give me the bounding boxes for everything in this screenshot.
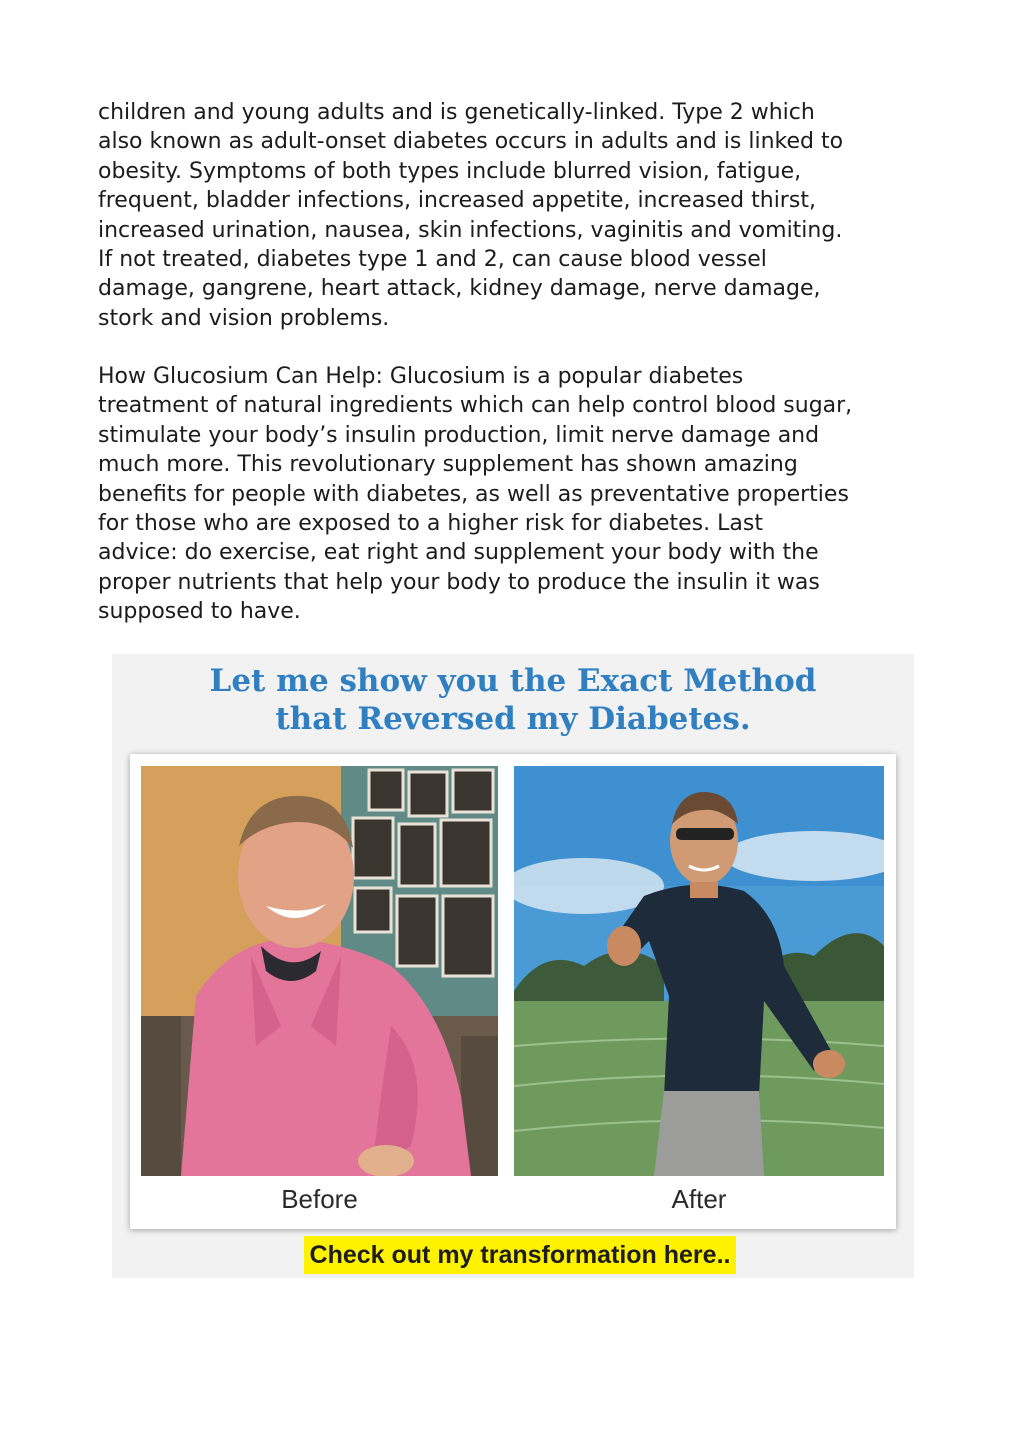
- ad-headline: [112, 662, 914, 738]
- after-caption: After: [671, 1184, 727, 1214]
- after-photo: [514, 766, 884, 1176]
- before-photo: [141, 766, 498, 1176]
- before-caption: Before: [281, 1184, 358, 1214]
- before-after-frame: [130, 754, 896, 1229]
- body-paragraph-glucosium: How Glucosium Can Help: Glucosium is a popular diabetes treatment of natural ingredients which can help control blood sugar, stimulate your body’s insulin production, limit nerve damage and much more. This revolutionary supplement has shown amazing benefits for people with diabetes, as well as preventative properties for those who are exposed to a higher risk for diabetes. Last advice: do exercise, eat right and supplement your body with the proper nutrients that help your body to produce the insulin it was supposed to have.: [98, 364, 853, 625]
- ad-headline-line-2: that Reversed my Diabetes.: [275, 701, 751, 737]
- body-paragraph-symptoms: children and young adults and is genetically-linked. Type 2 which also known as adult-onset diabetes occurs in adults and is linked to obesity. Symptoms of both types include blurred vision, fatigue, frequent, bladder infections, increased appetite, increased thirst, increased urination, nausea, skin infections, vaginitis and vomiting. If not treated, diabetes type 1 and 2, can cause blood vessel damage, gangrene, heart attack, kidney damage, nerve damage, stork and vision problems.: [98, 100, 844, 331]
- advertisement-banner[interactable]: [112, 654, 914, 1278]
- transformation-link-button[interactable]: Check out my transformation here..: [304, 1236, 736, 1274]
- ad-headline-line-1: Let me show you the Exact Method: [209, 663, 817, 699]
